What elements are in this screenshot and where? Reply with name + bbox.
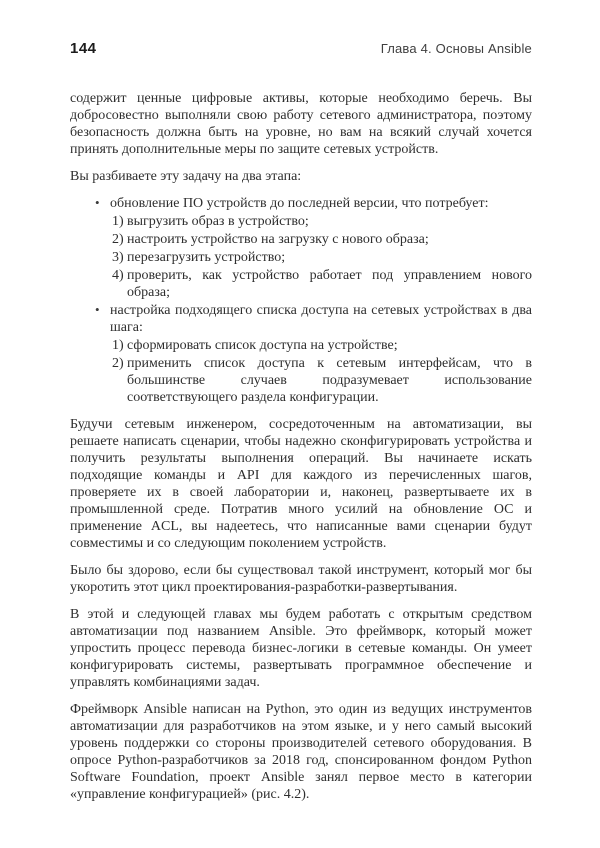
list-subitem xyxy=(70,213,532,230)
list-subitem xyxy=(70,355,532,406)
paragraph-chapters: В этой и следующей главах мы будем работать с открытым средством автоматизации под названием Ansible. Это фреймворк, который может упростить процесс перевода бизнес-логики в сетевые команды. Он умеет конфигурировать системы, развертывать программное обеспечение и управлять комбинациями задач. xyxy=(70,607,532,690)
list-subitem-text: выгрузить образ в устройство; xyxy=(127,214,309,229)
bullet-icon: • xyxy=(95,195,100,210)
list-subitem xyxy=(70,267,532,301)
item-number: 2) xyxy=(112,232,124,247)
page-number: 144 xyxy=(70,40,97,57)
bullet-icon: • xyxy=(95,302,100,317)
list-item-label: обновление ПО устройств до последней версии, что потребует: xyxy=(110,196,489,211)
list-subitem-text: применить список доступа к сетевым интерфейсам, что в большинстве случаев подразумевает использование соответствующего раздела конфигурации. xyxy=(127,356,532,405)
list-subitem-text: сформировать список доступа на устройстве; xyxy=(127,338,398,353)
list-subitem-text: настроить устройство на загрузку с нового образа; xyxy=(127,232,429,247)
chapter-title: Глава 4. Основы Ansible xyxy=(380,41,532,56)
running-head xyxy=(70,40,532,57)
list-item-step2 xyxy=(70,302,532,336)
list-subitem-text: проверить, как устройство работает под управлением нового образа; xyxy=(127,268,532,300)
paragraph-wish: Было бы здорово, если бы существовал такой инструмент, который мог бы укоротить этот цикл проектирования-разработки-развертывания. xyxy=(70,563,532,595)
item-number: 4) xyxy=(112,268,124,283)
item-number: 2) xyxy=(112,356,124,371)
paragraph-intro: содержит ценные цифровые активы, которые необходимо беречь. Вы добросовестно выполняли свою работу сетевого администратора, поэтому безопасность должна быть на уровне, но вам на всякий случай хочется принять дополнительные меры по защите сетевых устройств. xyxy=(70,91,532,157)
list-item-label: настройка подходящего списка доступа на сетевых устройствах в два шага: xyxy=(110,303,532,335)
list-subitem xyxy=(70,231,532,248)
paragraph-task-lead: Вы разбиваете эту задачу на два этапа: xyxy=(70,169,302,184)
paragraph-python: Фреймворк Ansible написан на Python, это один из ведущих инструментов автоматизации для разработчиков на этом языке, и у него самый высокий уровень поддержки со стороны производителей сетевого оборудования. В опросе Python-разработчиков за 2018 год, спонсированном фондом Python Software Foundation, проект Ansible занял первое место в категории «управление конфигурацией» (рис. 4.2). xyxy=(70,702,532,802)
body-text xyxy=(70,90,532,803)
list-subitem-text: перезагрузить устройство; xyxy=(127,250,286,265)
list-subitem xyxy=(70,249,532,266)
item-number: 1) xyxy=(112,338,124,353)
item-number: 1) xyxy=(112,214,124,229)
list-subitem xyxy=(70,337,532,354)
paragraph-engineer: Будучи сетевым инженером, сосредоточенным на автоматизации, вы решаете написать сценарии, чтобы надежно сконфигурировать устройства и получить результаты выполнения операций. Вы начинаете искать подходящие команды и API для каждого из перечисленных шагов, проверяете их в своей лаборатории и, наконец, развертываете их в промышленной среде. Потратив много усилий на обновление ОС и применение ACL, вы надеетесь, что написанные вами сценарии будут совместимы и со следующим поколением устройств. xyxy=(70,417,532,551)
list-item-step1 xyxy=(70,195,532,212)
task-list xyxy=(70,195,532,406)
item-number: 3) xyxy=(112,250,124,265)
